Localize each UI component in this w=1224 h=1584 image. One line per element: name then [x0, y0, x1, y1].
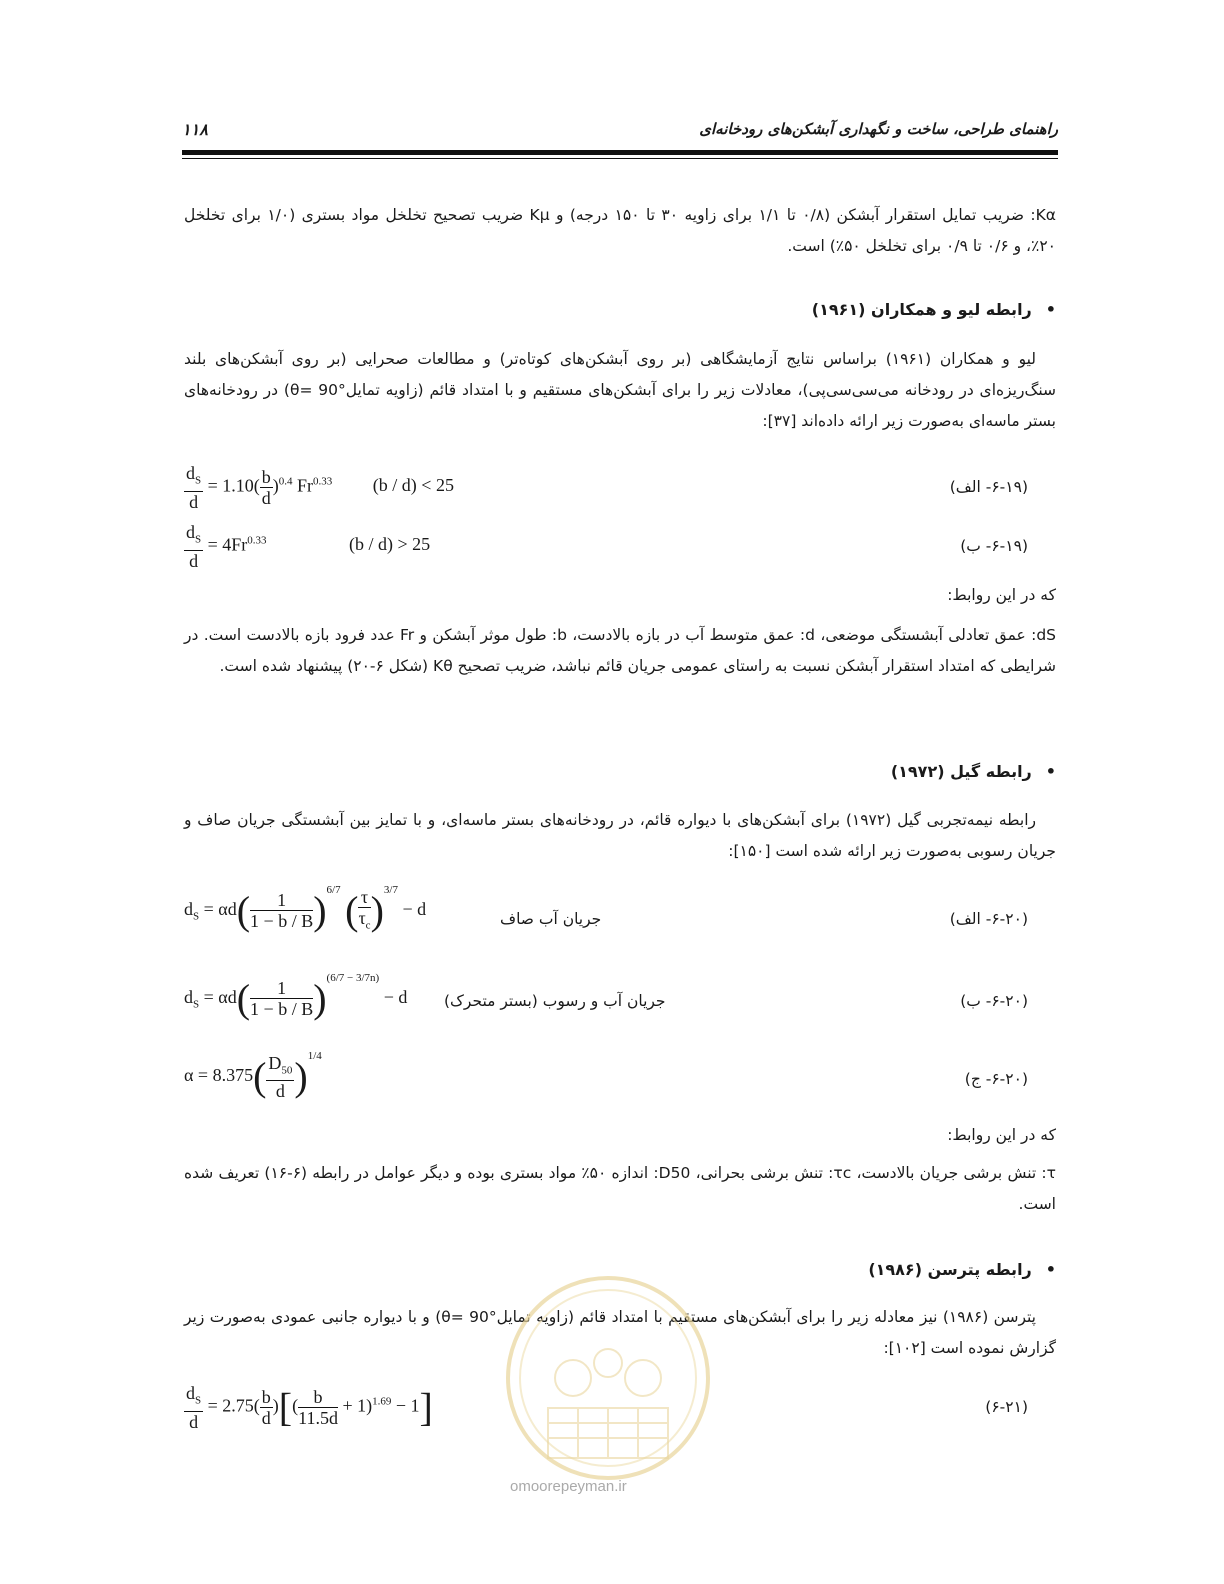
heading-text: رابطه گیل (۱۹۷۲)	[890, 762, 1032, 781]
watermark-site: omoorepeyman.ir	[510, 1478, 627, 1495]
paragraph-definitions-2: τ: تنش برشی جریان بالادست، τc: تنش برشی بحرانی، D50: اندازه ۵۰٪ مواد بستری بوده و دیگر عوامل در رابطه (۶-۱۶) تعریف شده است.	[184, 1164, 1056, 1213]
page-number: ۱۱۸	[182, 120, 208, 139]
equation-6-19a: $\frac{d_S}{d}$ = 1.10( $\frac{b}{d}$ )$^{0.4}$ $Fr^{0.33}$ (b / d) < 25	[186, 463, 454, 512]
equation-number-6-20c: (۶-۲۰- ج)	[964, 1070, 1028, 1088]
header-rule	[182, 150, 1058, 155]
watermark-logo-icon	[498, 1268, 718, 1508]
equation-6-21: $\frac{d_S}{d}$ = 2.75( $\frac{b}{d}$ )[( $\frac{b}{11.5d}$ + 1)$^{1.69}$ − 1]	[186, 1383, 433, 1432]
equation-number-6-20a: (۶-۲۰- الف)	[949, 910, 1028, 928]
bullet-icon: •	[1045, 762, 1056, 781]
paragraph-definitions-1: dS: عمق تعادلی آبشستگی موضعی، d: عمق متوسط آب در بازه بالادست، b: طول موثر آبشکن و Fr عدد فرود بازه بالادست است. در شرایطی که امتداد استقرار آبشکن نسبت به راستای عمومی جریان قائم نباشد، ضریب تصحیح Kθ (شکل ۶-۲۰) پیشنهاد شده است.	[184, 626, 1057, 675]
equation-label-clear-water: جریان آب صاف	[500, 910, 602, 928]
heading-gill	[891, 762, 1056, 781]
heading-text: رابطه لیو و همکاران (۱۹۶۱)	[811, 300, 1032, 319]
heading-liu	[812, 300, 1056, 319]
equation-6-20b: $d_S = \alpha d$( $\frac{1}{1 - b / B}$ )$^{(6/7 - 3/7n)}$ − d	[184, 972, 408, 1021]
heading-text: رابطه پترسن (۱۹۸۶)	[868, 1260, 1032, 1279]
paragraph-where-2: که در این روابط:	[947, 1126, 1056, 1144]
paragraph-where-1: که در این روابط:	[947, 586, 1056, 604]
equation-6-20a: $d_S = \alpha d$( $\frac{1}{1 - b / B}$ )$^{6/7}$ ( $\frac{\tau}{\tau_c}$ )$^{3/7}$ − d	[184, 884, 427, 933]
paragraph-petersen: پترسن (۱۹۸۶) نیز معادله زیر را برای آبشکن‌های مستقیم با امتداد قائم (زاویه تمایل°90 =θ) و با دیواره جانبی عمودی به‌صورت زیر گزارش نموده است [۱۰۲]:	[184, 1308, 1056, 1357]
paragraph-k-alpha: Kα: ضریب تمایل استقرار آبشکن (۰/۸ تا ۱/۱ برای زاویه ۳۰ تا ۱۵۰ درجه) و Kμ ضریب تصحیح تخلخل مواد بستری (۱/۰ برای تخلخل ۲۰٪، و ۰/۶ تا ۰/۹ برای تخلخل ۵۰٪) است.	[184, 206, 1056, 255]
equation-6-19b: $\frac{d_S}{d}$ = $4Fr^{0.33}$ (b / d) > 25	[186, 522, 431, 571]
equation-label-live-bed: جریان آب و رسوب (بستر متحرک)	[444, 992, 666, 1010]
paragraph-gill: رابطه نیمه‌تجربی گیل (۱۹۷۲) برای آبشکن‌های با دیواره قائم، در رودخانه‌های بستر ماسه‌ای، و با تمایز بین آبشستگی جریان صاف و جریان رسوبی به‌صورت زیر ارائه شده است [۱۵۰]:	[184, 811, 1056, 860]
bullet-icon: •	[1045, 300, 1056, 319]
equation-number-6-19a: (۶-۱۹- الف)	[949, 478, 1028, 496]
book-title: راهنمای طراحی، ساخت و نگهداری آبشکن‌های رودخانه‌ای	[699, 120, 1058, 138]
equation-6-20c: α = 8.375( $\frac{D_{50}}{d}$ )$^{1/4}$	[184, 1050, 322, 1102]
heading-petersen	[868, 1260, 1056, 1279]
equation-number-6-20b: (۶-۲۰- ب)	[960, 992, 1028, 1010]
equation-number-6-19b: (۶-۱۹- ب)	[960, 537, 1028, 555]
paragraph-liu: لیو و همکاران (۱۹۶۱) براساس نتایج آزمایشگاهی (بر روی آبشکن‌های کوتاه‌تر) و مطالعات صحرایی (بر روی آبشکن‌های بلند سنگ‌ریزه‌ای در رودخانه می‌سی‌سی‌پی)، معادلات زیر را برای آبشکن‌های مستقیم و با امتداد قائم (زاویه تمایل°90 =θ) در رودخانه‌های بستر ماسه‌ای به‌صورت زیر ارائه داده‌اند [۳۷]:	[184, 350, 1057, 430]
bullet-icon: •	[1045, 1260, 1056, 1279]
header-rule-thin	[182, 158, 1058, 159]
equation-number-6-21: (۶-۲۱)	[985, 1398, 1028, 1416]
